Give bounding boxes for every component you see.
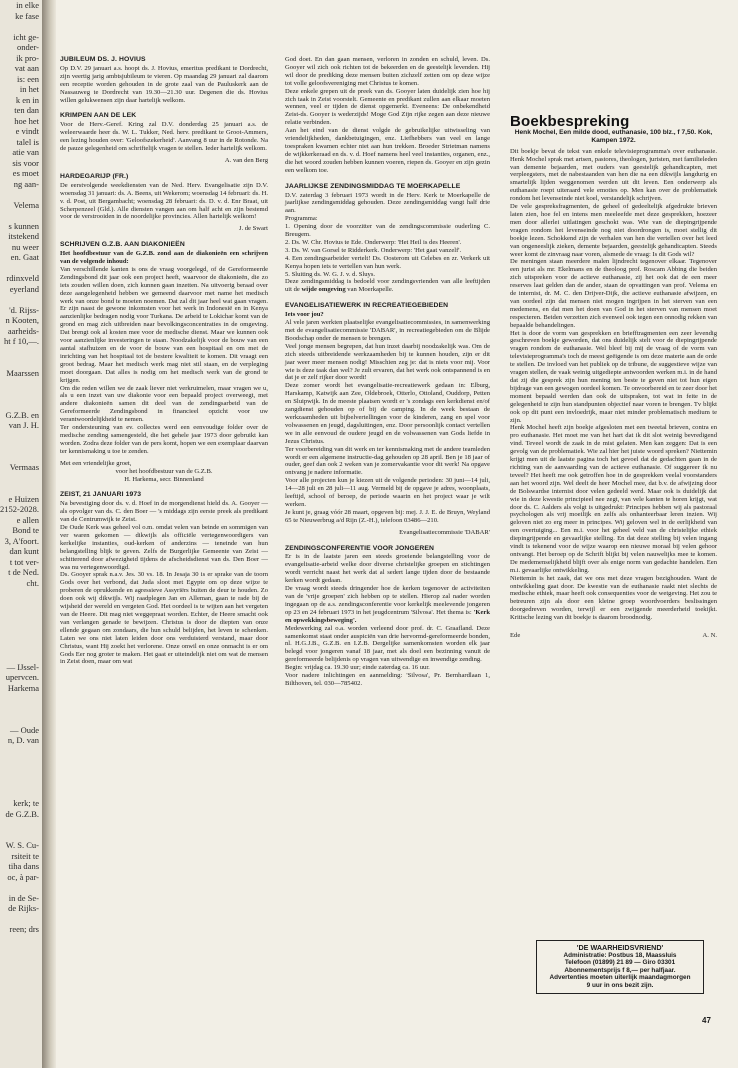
- previous-page-line: [0, 630, 42, 641]
- previous-page-line: van J. H.: [8, 420, 39, 430]
- article-text: Van verschillende kanten is ons de vraag voorgelegd, of de Gereformeerde Zendingsbond dit jaar ook een project heeft, waarvoor de diakonieën, die zo iets zouden willen doen, zich kunnen gaan inzetten. Na uitvoerig beraad over deze aangelegenheid hebben we gemeend daarvoor met name het medisch werk van onze bond te moeten noemen. Dat zal dit jaar heel wat gaan vragen. Er zijn naast de gewone inkomsten voor het werk in Indonesië en in Kenya aanzienlijke bedragen nodig voor Turkana. De arbeid te Lokichar komt van de grond en mag zich uitbreiden naar bevolkingsconcentraties in de omgeving. Dat brengt ook al kosten mee voor de medische dienst. Maar we kunnen ook voor aanzienlijke investeringen te staan. Noodzakelijk voor de bouw van een aantal stafhuizen en de voor de bouw van een hospitaal en om met de inrichting van het hospitaal tot de bestere kwaliteit te komen. Dit vraagt een groot bedrag. Maar het medisch werk mag niet stil staan, en de verpleging moet doorgaan. Dat alles is nodig om het medisch werk van de grond te krijgen.: [60, 265, 268, 384]
- article-text-part: Deze zendingsmiddag is bedoeld voor zendingsvrienden van alle leeftijden uit de: [285, 278, 490, 294]
- ad-deadline: Advertenties moeten uiterlijk maandagmorgen: [549, 974, 691, 982]
- article-signature: J. de Swart: [238, 225, 268, 233]
- previous-page-line: [0, 714, 42, 725]
- previous-page-line: Velema: [13, 199, 39, 210]
- page-gutter: [42, 0, 56, 1068]
- previous-page-line: e allen: [16, 514, 39, 525]
- signature-initials: A. N.: [702, 632, 717, 640]
- previous-page-line: G.Z.B. en: [5, 409, 39, 420]
- previous-page-line: [0, 620, 42, 631]
- article-text-emphasis: wijde omgeving: [301, 286, 346, 294]
- publication-name: 'DE WAARHEIDSVRIEND': [576, 943, 664, 952]
- previous-page-line: [0, 483, 42, 494]
- previous-page-line: [0, 777, 42, 788]
- article-text: Aan het eind van de dienst volgde de gebruikelijke uitwisseling van vriendelijkheden, dankbetuigingen, enz. Liefhebbers van veel en lange toespraken kwamen echter niet aan hun trekken. Broeder Strietman namens de wijkkerkeraad en ds. v. d. Hoef namens heel veel instanties, organen, enz., die het woord zouden hebben kunnen voeren, riepen ds. Gooyer en zijn gezin een welkom toe.: [285, 127, 490, 174]
- column-3: [510, 113, 717, 640]
- article-text: Al vele jaren werkten plaatselijke evangelisatiecommissies, in samenwerking met de evangelisatiecommissie 'DABAR', in recreatiegebieden om de Blijde Boodschap onder de mensen te brengen.: [285, 319, 490, 342]
- previous-page-line: [0, 767, 42, 778]
- previous-page-line: [0, 882, 42, 893]
- previous-page-line: ten dan: [14, 105, 39, 115]
- previous-page-line: ke fase: [15, 10, 39, 21]
- article-signature: A. van den Berg: [224, 156, 268, 164]
- previous-page-line: onder-: [16, 42, 39, 52]
- program-item: 3. Ds. W. van Gorsel te Ridderkerk. Onderwerp: 'Het gaat vanzelf'.: [285, 246, 462, 254]
- signature-place: Ede: [510, 632, 521, 640]
- previous-page-line: e vindt: [15, 126, 39, 136]
- article-subtitle: Iets voor jou?: [285, 311, 324, 319]
- previous-page-line: vat aan: [14, 63, 39, 73]
- review-text: Het is door de vorm van gesprekken en briefftragmenten een zeer levendig geschreven boekje geworden, dat ons duidelijk stelt voor de diepingrijpende vragen rondom de euthanasie. Wel bleef bij mij de vraag of de vorm van televisieprogramma's toch de meest geëigende is om deze materie aan de orde te stellen. De invloed van het publiek op de tribune, de suggestieve wijze van vragen stellen, de vaak weinig uitgediepte antwoorden werken m.i. in de hand dat zij die gesprek zijn hun mening ten beste te geven niet tot hun eigen bijdrage van een gewogen oordeel komen. Te onvoorbereid en te zeer door het moment bepaald werden dan ook de uitspraken, tot wat in feite in de gelegenheid te zijn hun standpunten objectief naar voren te brengen. Tv blijkt ook op dit punt een invloedrijk, maar niet minder problematisch medium te zijn.: [510, 329, 717, 424]
- previous-page-line: [0, 830, 42, 841]
- previous-page-line: in elke: [16, 0, 39, 10]
- previous-page-line: [0, 263, 42, 274]
- previous-page-line: dan kunt: [9, 546, 39, 556]
- previous-page-line: [0, 704, 42, 715]
- article-text-part: van Moerkapelle.: [347, 286, 394, 294]
- previous-page-line: en. Gaat: [10, 252, 39, 262]
- previous-page-line: — Oude: [9, 724, 39, 735]
- previous-page-line: Bond te: [12, 525, 39, 535]
- previous-page-line: upervcen.: [5, 672, 39, 682]
- previous-page-line: Maarssen: [6, 367, 39, 378]
- previous-page-line: t de Ned.: [8, 567, 39, 577]
- letter-signature-line: voor het hoofdbestuur van de G.Z.B.: [115, 467, 213, 475]
- book-info: Henk Mochel, Een milde dood, euthanasie, 100 blz., f 7,50. Kok, Kampen 1972.: [514, 128, 713, 144]
- program-label: Programma:: [285, 215, 318, 223]
- previous-page-line: reen; drs: [9, 924, 39, 934]
- article-text: Om die reden willen we de zaak liever niet verkruimelen, maar vragen we u, als u een inzet van uw diakonie voor een bepaald project overweegt, met andere diakonieën samen dit deel van de zendingsarbeid van de Gereformeerde Zendingsbond in financieel opzicht voor uw verantwoordelijkheid te nemen.: [60, 384, 268, 424]
- previous-page-line: 2152-2028.: [0, 504, 39, 514]
- article-text: Na bevestiging door ds. v. d. Hoef in de morgendienst hield ds. A. Gooyer — als opvolger van ds. C. den Boer — 's middags zijn eerste preek als predikant van de Centrumwijk te Zeist.: [60, 500, 268, 524]
- previous-page-line: in het: [19, 84, 39, 94]
- review-text: Dit boekje bevat de tekst van enkele televisieprogramma's over euthanasie. Henk Mochel sprak met artsen, pastores, theologen, juristen, met familieleden van demente bejaarden, met ouders van geestelijk gehandicapten, met verpleegsters, met de nabestaanden van hen die na een dikwijls langdurig en smartelijk lijden weggenomen werden uit dit leven. Een onderwerp als euthanasie roept uiteraard vele emoties op. Men kan over de problematiek rondom het levenseinde niet koel, verstandelijk schrijven.: [510, 147, 717, 203]
- previous-page-line: 'd. Rijss-: [9, 304, 39, 315]
- article-title: EVANGELISATIEWERK IN RECREATIEGEBIEDEN: [285, 302, 449, 310]
- previous-page-line: [0, 378, 42, 389]
- article-text: Voor alle projecten kun je kiezen uit de volgende perioden: 30 juni—14 juli, 14—28 juli en 28 juli—11 aug. Vermeld bij de opgave je adres, woonplaats, leeftijd, school of beroep, de periode waarin en het project waar je wilt werken.: [285, 477, 490, 508]
- publisher-phone: Telefoon (01899) 21 89 — Giro 03301: [564, 959, 676, 967]
- article-text: [285, 278, 490, 294]
- previous-page-line: Harkema: [7, 682, 39, 693]
- article-text: Medewerking zal o.a. worden verleend door prof. dr. C. Graafland. Deze samenkomst staat onder auspiciën van drie hervormd-gereformeerde bonden, nl. H.G.J.B., G.Z.B. en I.Z.B. Dergelijke samenkomsten worden elk jaar belegd voor jongeren vanaf 18 jaar, met als doel een bezinning vanuit de gereformeerde belijdenis op vragen van uitwendige en inwendige zending.: [285, 624, 490, 664]
- previous-page-line: [0, 347, 42, 358]
- previous-page-line: in de Se-: [8, 892, 39, 903]
- previous-page-line: [0, 693, 42, 704]
- previous-page-line: [0, 389, 42, 400]
- program-item: 4. Een zendingsarbeider vertelt! Ds. Oosterom uit Celebes en zr. Verkerk uit Kenya hopen iets te vertellen van hun werk.: [285, 254, 490, 270]
- article-text: Ds. Gooyer sprak n.a.v. Jes. 30 vs. 18. In Jesaja 30 is er sprake van de toorn Gods over het verbond, dat Juda sloot met Egypte om op deze wijze te proberen de oprukkende en agressieve Assyriërs buiten de deur te houden. Zo doen ook wij dikwijls. Wij raadplegen Jan en Alleman, gaan te rade bij de wijsheid der wereld en vergeten God. Het oordeel is te wijten aan het vergeten van de Heere. Dit mag niet weggepraat worden. Echter, de Heere smacht ook van verlangen genade te bewijzen. Christus is door de diepten van onze ellende gegaan om zondaars, die hun schuld belijden, het leven te schenken. Laten we ons niet laten leiden door ons verduisterd verstand, maar door Christus, want Hij zoekt het verlorene. Onze onwil en onze onmacht is er om Gods Eer nog groter te maken. Het gaat er uiteindelijk niet om wat de mensen in Zeist doen, maar om wat: [60, 571, 268, 666]
- article-text: Er is in de laatste jaren een steeds groeiende belangstelling voor de evangelisatie-arbeid welke door diverse christelijke groepen en stichtingen wordt verricht naast het werk dat al sedert lange tijden door de bestaande kerken wordt gedaan.: [285, 553, 490, 585]
- previous-page-line: [0, 441, 42, 452]
- column-2: [285, 56, 490, 688]
- program-item: 2. Ds. W. Chr. Hovius te Ede. Onderwerp: 'Het Heil is des Heeren'.: [285, 238, 462, 246]
- article-text: Je kunt je, graag vóór 28 maart, opgeven bij: mej. J. J. E. de Bruyn, Weyland 65 te Nieuwerbrug a/d Rijn (Z.-H.), telefoon 03486—210.: [285, 508, 490, 524]
- article-text: Voor de Herv.-Geref. Kring zal D.V. donderdag 25 januari a.s. de weleerwaarde heer ds. W. L. Tukker, Ned. herv. predikant te Groot-Ammers, een lezing houden over: 'Geloofszekerheid'. Aanvang 8 uur in de Rotonde. Na de pauze gelegenheid om schriftelijk vragen te stellen. Ieder hartelijk welkom.: [60, 121, 268, 153]
- previous-page-line: kerk; te: [13, 798, 39, 808]
- letter-closing: Met een vriendelijke groet,: [60, 459, 132, 467]
- previous-page-line: icht ge-: [13, 31, 39, 42]
- article-signature: Evangelisatiecommissie 'DABAR': [399, 528, 490, 536]
- previous-page-line: — IJssel-: [6, 661, 39, 672]
- previous-page-line: k en in: [15, 94, 39, 105]
- program-item: 5. Sluiting ds. W. G. J. v. d. Sluys.: [285, 270, 376, 278]
- article-title: ZEIST, 21 JANUARI 1973: [60, 491, 142, 499]
- section-title: Boekbespreking: [510, 113, 630, 130]
- letter-signature-name: H. Harkema, secr. Binnenland: [124, 475, 204, 483]
- article-text: Op D.V. 29 januari a.s. hoopt ds. J. Hovius, emeritus predikant te Dordrecht, zijn veertig jarig ambtsjubileum te vieren. Op maandag 29 januari zal daarom een receptie worden gehouden in de grote zaal van de Pauluskerk aan de Nassauweg te Dordrecht van 19.30—21.30 uur. Degenen die ds. Hovius willen gelukwensen zijn daar hartelijk welkom.: [60, 64, 268, 104]
- article-text: De eerstvolgende weekdiensten van de Ned. Herv. Evangelisatie zijn D.V. woensdag 31 januari: ds. A. Beens, uit Wekerom; woensdag 14 februari: ds. H. v. d. Post, uit Bergambacht; woensdag 28 februari: ds. D. v. d. Enr Braat, uit Scherpenzeel (Gld.). Alle diensten vangen aan om half acht en zijn bestemd voor de verstrooiden in de noordelijke provincies. Allen hartelijk welkom!: [60, 181, 268, 221]
- previous-page-line: n Kooten,: [5, 315, 39, 325]
- previous-page-line: rsiteit te: [11, 850, 39, 861]
- column-1: [60, 56, 268, 666]
- previous-page-line: e Huizen: [8, 493, 39, 504]
- previous-page-line: de G.Z.B.: [5, 808, 39, 819]
- previous-page-line: [0, 588, 42, 599]
- review-signature: [510, 632, 717, 640]
- previous-page-line: [0, 914, 42, 925]
- previous-page-line: [0, 399, 42, 410]
- previous-page-line: [0, 357, 42, 368]
- previous-page-line: [0, 452, 42, 463]
- previous-page-line: sis voor: [12, 157, 39, 168]
- previous-page-line: is: een: [17, 73, 39, 84]
- previous-page-line: eyerland: [9, 283, 39, 294]
- article-title: ZENDINGSCONFERENTIE VOOR JONGEREN: [285, 544, 435, 552]
- publisher-info-box: [536, 940, 704, 994]
- article-text: De Oude Kerk was geheel vol o.m. omdat velen van beinde en sommigen van ver waren gekomen — dikwijls als officiële vertegenwoordigers van kerkelijke instanties, oud-kerken of anderzins — teneinde van hun belangstelling blijk te geven. Zelfs de Burgerlijke Gemeente van Zeist — schitterend door afwezigheid tijdens de afscheidsdienst van ds. Den Boer — was nu vertegenwoordigd.: [60, 524, 268, 571]
- previous-page-line: tiha dans: [8, 861, 39, 871]
- article-title: HARDEGARIJP (FR.): [60, 172, 129, 180]
- review-text: Henk Mochel heeft zijn boekje afgesloten met een tweetal brieven, contra en pro euthanasie. Het moet me van het hart dat ik dit slot weinig bevredigend vind. Teveel wordt de zaak in de mist gelaten. Men kan zeggen: Dat is een gevolg van de problematiek. Wie zal hier het juiste woord spreken? Niettemin krijgt men uit de laatste pagina toch het gevoel dat de gedachten gaan in de richting van de aanvaarding van de actieve euthanasie. Of suggereer ik nu teveel? Het heeft me ook getroffen hoe in de gesprekken veelal voorstanders aan het woord zijn. Wel deelt de heer Mochel mee, dat b.v. de afwijzing door de Bolswardse internist door velen gedeeld werd. Maar ook is duidelijk dat wie in deze kwestie principieel nee zegt, van vele kanten te horen krijgt, wat door ds. C. Aalders als volgt is uitgedrukt: Principes hebben wij als pastoraal psychologen als vrij moeilijk en zelfs als onhanteerbaar leren inzien. Wij geloven niet zo erg meer in principes. Wij geloven wel in de eerlijkheid van een overtuiging... Een m.i. voor het geheel veld van de christelijke ethiek diepingrijpende en gevaarlijke stelling. En dat deze stelling bij velen ingang vindt is tekenend voor de wijze waarop een nieuwe moraal bij velen gehoor ontvangt. Het beroep op de Schrift blijkt bij velen nauwelijks mee te komen. De medemenselijkheid blijft over als enige norm van gedachte handelen. Een m.i. gevaarlijke ontwikkeling.: [510, 424, 717, 574]
- article-title: SCHRIJVEN G.Z.B. AAN DIAKONIEËN: [60, 241, 185, 249]
- ad-deadline-time: 9 uur in ons bezit zijn.: [586, 981, 654, 989]
- previous-page-line: W. S. Cu-: [5, 840, 39, 850]
- previous-page-line: 3, A'foort.: [4, 535, 39, 546]
- previous-page-line: atie van: [12, 147, 39, 157]
- previous-page-line: Vermaas: [9, 462, 39, 472]
- previous-page-line: [0, 599, 42, 610]
- previous-page-line: es moet: [12, 168, 39, 178]
- previous-page-line: [0, 473, 42, 484]
- previous-page-line: hoe het: [14, 115, 39, 126]
- previous-page-line: n, D. van: [7, 735, 39, 745]
- article-lead: Het hoofdbestuur van de G.Z.B. zond aan de diakonieën een schrijven van de volgende inhoud:: [60, 250, 268, 266]
- previous-page-line: ng aan-: [13, 178, 39, 189]
- article-text-part: De vraag wordt steeds dringender hoe de kerken tegenover de activiteiten van de 'vrije groepen' zich hebben op te stellen. Hierop zal nader worden ingegaan op de a.s. zendingsconferentie voor kerkelijk meelevende jongeren op 23 en 24 februari 1973 in het jeugdcentrum 'Silvosa'. Het thema is:: [285, 585, 490, 616]
- article-title: KRIMPEN AAN DE LEK: [60, 112, 137, 120]
- article-text: God doet. En dan gaan mensen, verloren in zonden en schuld, leven. Ds. Gooyer wil zich ook richten tot de bekeerden en de geestelijk levenden. Hij wil door de prediking deze mensen buiten zichzelf zetten om op deze wijze tot volle geloofsvereniging met Christus te komen.: [285, 56, 490, 87]
- article-text: Ter ondersteuning van ev. collectes werd een eenvoudige folder over de medische zending samengesteld, die het gehele jaar 1973 door gebruikt kan worden. Zodra deze folder van de pers komt, hopen we een exemplaar daarvan ter kennismaking u toe te zenden.: [60, 424, 268, 455]
- article-theme: 'Kerk en opwekkingsbeweging'.: [285, 608, 490, 624]
- previous-page-line: s kunnen: [8, 220, 39, 231]
- article-text: Begin: vrijdag ca. 19.30 uur; einde zaterdag ca. 16 uur.: [285, 664, 430, 672]
- previous-page-line: t tot ver-: [9, 556, 39, 567]
- previous-page-line: oc, à par-: [7, 871, 39, 882]
- previous-page-line: [0, 746, 42, 757]
- review-text: De meningen staan meerdere malen lijndrecht tegenover elkaar. Tegenover een jurist als mr. Ekelmans en de theoloog prof. Roscam Abbing die beiden zich uitspreken voor de actieve euthanasie, zij het ook dat de een meer reserves laat gelden dan de ander, staan de opvattingen van prof. Velema en de internist, dr. M. C. den Drijver-Dijk, die actieve euthanasie afwijzen, en van oordeel zijn dat mensen niet mogen ingrijpen in het sterven van een medemens, en dat men het doen van God in het sterven van mensen moet respecteren. Beiden verzetten zich evenwel ook tegen een onnodig rekken van bepaalde behandelingen.: [510, 258, 717, 329]
- previous-page-line: [0, 609, 42, 620]
- article-title: JAARLIJKSE ZENDINGSMIDDAG TE MOERKAPELLE: [285, 182, 461, 190]
- previous-page-line: [0, 21, 42, 32]
- subscription-price: Abonnementsprijs f 8,— per halfjaar.: [564, 966, 676, 974]
- previous-page-line: cht.: [26, 577, 39, 588]
- previous-page-line: nu weer: [11, 241, 39, 252]
- article-title: JUBILEUM DS. J. HOVIUS: [60, 56, 146, 63]
- previous-page-line: [0, 431, 42, 442]
- article-text: Deze enkele grepen uit de preek van ds. Gooyer laten duidelijk zien hoe hij zich taak in Zeist voorstelt. Gemeente en predikant zullen aan elkaar moeten wennen, veel er tijden de dienst opgemerkt. Eveneens: De onbekendheid Zeist-ds. Gooyer is wederzijds! Moge God Zijn rijke zegen aan deze nieuwe relatie verbinden.: [285, 87, 490, 127]
- article-text: Veel jonge mensen begrepen, dat hun inzet daarbij noodzakelijk was. Om de zich steeds uitbreidende werkzaamheden bij te kunnen houden, zijn er dit jaar weer meer mensen nodig! Misschien zeg je: dat is niets voor mij. Voor wie is deze taak dan wel? Je zult ervaren, dat het werk ook ontspannend is en dat je er zelf rijker door wordt!: [285, 342, 490, 382]
- previous-page-line: [0, 294, 42, 305]
- previous-page-line: rdinxveld: [6, 273, 39, 283]
- review-text: De vele gespreksfragmenten, de geheel of gedeeltelijk afgedrukte brieven laten zien, hoe fel en intens men meeleefde met deze gesprekken, hoezeer men door allerlei uitlatingen geschokt was. Wie van de diepingrijpende vragen rondom het levenseinde nog niet doordrongen is, moet stellig dit boekje lezen. Schokkend zijn de verhalen van hen die vertellen over het leed van ongeneeslijk zieken, demente bejaarden, geestelijk gehandicapten. Steeds weer komt de zinvraag naar voren, alsmede de vraag: Is dit Gods wil?: [510, 203, 717, 258]
- review-text: Niettemin is het zaak, dat we ons met deze vragen bezighouden. Want de ontwikkeling gaat door. De kwestie van de euthanasie raakt niet slechts de medische ethiek, maar heeft ook consequenties voor de wetgeving. Het zou te betreuren zijn als door een kleine groep woordvoerders beslissingen doorgedreven worden, terwijl er een zwijgende meerderheid toekijkt. Kritische lezing van dit boekje is daarom broodnodig.: [510, 574, 717, 622]
- article-text: D.V. zaterdag 3 februari 1973 wordt in de Herv. Kerk te Moerkapelle de jaarlijkse zendingsmiddag gehouden. Deze zendingsmiddag vangt half drie aan.: [285, 191, 490, 215]
- previous-page-line: [0, 651, 42, 662]
- publisher-address: Administratie: Postbus 18, Maassluis: [563, 951, 677, 959]
- previous-page-line: itstekend: [8, 231, 39, 241]
- previous-page-line: ht f 10,—.: [4, 336, 39, 346]
- article-text: [285, 585, 490, 625]
- article-text: Ter voorbereiding van dit werk en ter kennismaking met de andere teamleden wordt er een algemene instructie-dag gehouden op 28 april. Ben je 18 jaar of ouder, geef dan ook 2 weken van je zomervakantie voor dit werk! Na opgave ontvang je nadere informatie.: [285, 445, 490, 477]
- previous-page-line: aarheids-: [7, 325, 39, 336]
- previous-page-line: [0, 819, 42, 830]
- previous-page-line: [0, 641, 42, 652]
- previous-page-edge: [0, 0, 43, 1068]
- previous-page-line: [0, 210, 42, 221]
- previous-page-line: [0, 756, 42, 767]
- program-item: 1. Opening door de voorzitter van de zendingscommissie ouderling C. Breugem.: [285, 223, 490, 239]
- page-number: 47: [702, 1016, 711, 1025]
- previous-page-line: [0, 189, 42, 200]
- previous-page-line: de Rijks-: [8, 903, 39, 913]
- article-text: Voor nadere inlichtingen en aanmelding: 'Silvosa', Pr. Bernhardlaan 1, Bilthoven, tel. 030—785402.: [285, 672, 490, 687]
- previous-page-line: talel is: [16, 136, 39, 147]
- article-text: Deze zomer wordt het evangelisatie-recreatiewerk gedaan in: Elburg, Harskamp, Katwijk aan Zee, Oldebroek, Otterlo, Ottoland, Ouddorp, Petten en Sluipwijk. In de meeste plaatsen wordt er 's zondags een kerkdienst en/of zangdienst gehouden op of bij de camping. In de week bestaan de werkzaamheden uit bijbelvertellingen voor de kinderen, zang en spel voor volwassenen en jeugd, dagsluitingen, enz. Door persoonlijk contact vertellen we in alle eenvoud de oudere jeugd en de volwassenen van Gods liefde in Jezus Christus.: [285, 382, 490, 445]
- previous-page-line: ik pro-: [16, 52, 39, 63]
- previous-page-line: [0, 788, 42, 799]
